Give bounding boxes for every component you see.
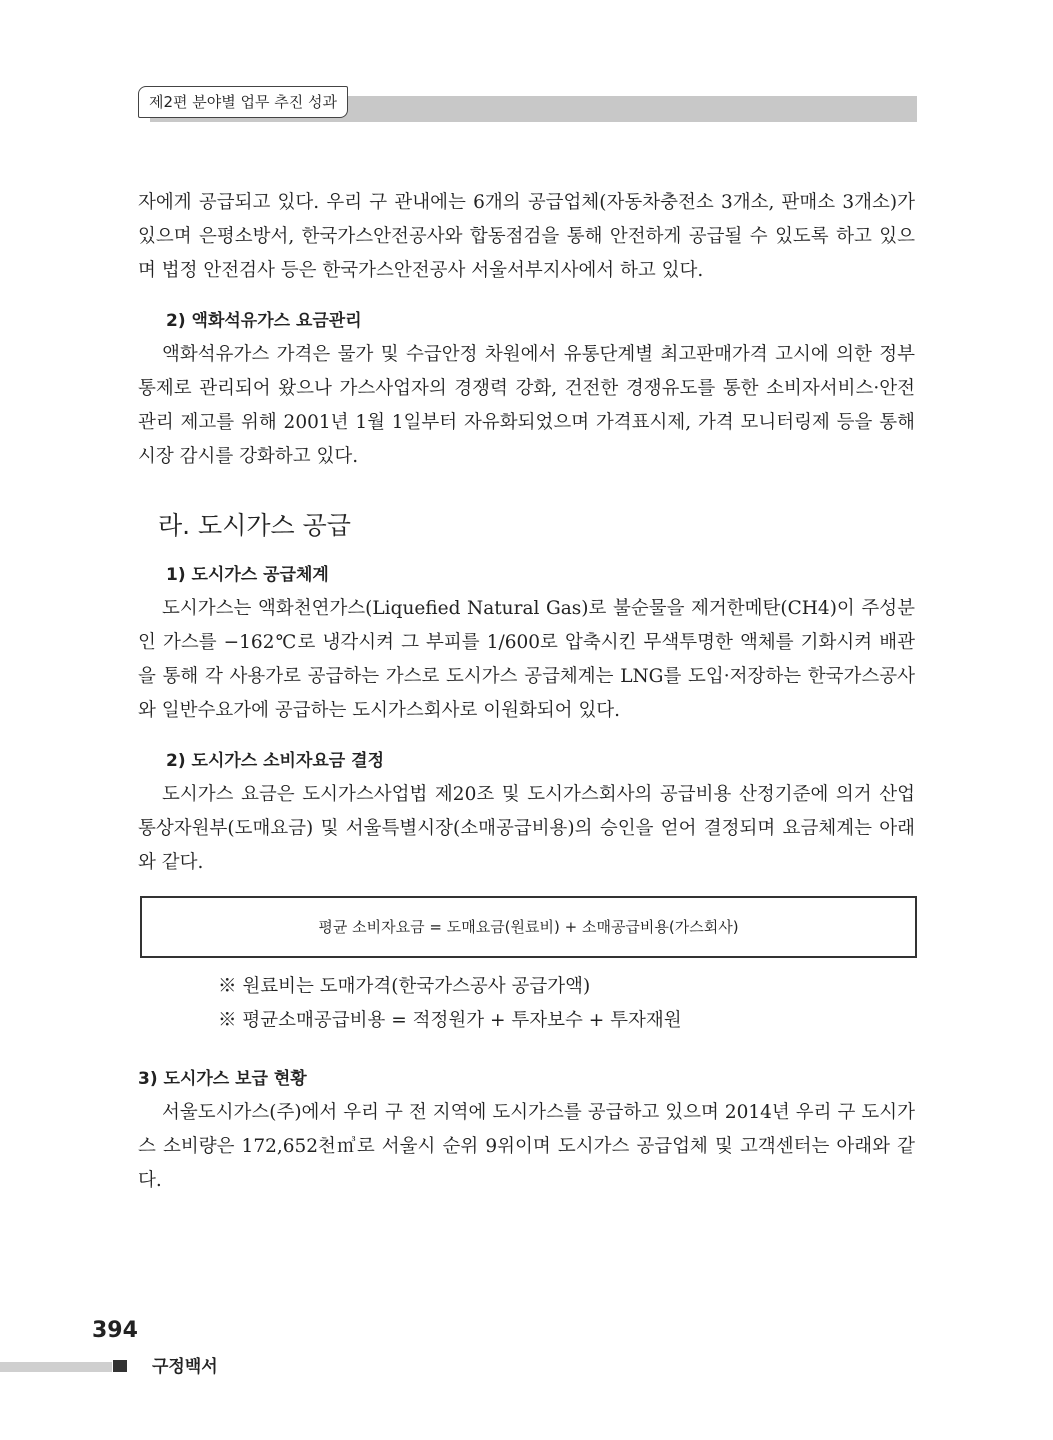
- section-title: 라. 도시가스 공급: [158, 511, 351, 540]
- formula-box: 평균 소비자요금 = 도매요금(원료비) + 소매공급비용(가스회사): [140, 896, 917, 958]
- lpg-price-heading: 2) 액화석유가스 요금관리: [166, 311, 362, 331]
- note-raw-material: ※ 원료비는 도매가격(한국가스공사 공급가액): [218, 976, 591, 997]
- page-content: [138, 186, 915, 1198]
- pricing-paragraph: 도시가스 요금은 도시가스사업법 제20조 및 도시가스회사의 공급비용 산정기준에 의거 산업통상자원부(도매요금) 및 서울특별시장(소매공급비용)의 승인을 얻어 결정되며 요금체계는 아래와 같다.: [138, 784, 915, 873]
- book-title: 구정백서: [152, 1357, 218, 1377]
- note-retail-cost: ※ 평균소매공급비용 = 적정원가 + 투자보수 + 투자재원: [218, 1010, 682, 1031]
- status-paragraph: 서울도시가스(주)에서 우리 구 전 지역에 도시가스를 공급하고 있으며 2014년 우리 구 도시가스 소비량은 172,652천㎥로 서울시 순위 9위이며 도시가스 공급업체 및 고객센터는 아래와 같다.: [138, 1102, 915, 1191]
- page-number: 394: [92, 1318, 138, 1343]
- pricing-heading: 2) 도시가스 소비자요금 결정: [166, 751, 384, 771]
- footer-bar: [0, 1362, 112, 1372]
- section-label: 제2편 분야별 업무 추진 성과: [138, 86, 348, 118]
- footer-block: [113, 1360, 127, 1372]
- lpg-price-paragraph: 액화석유가스 가격은 물가 및 수급안정 차원에서 유통단계별 최고판매가격 고시에 의한 정부 통제로 관리되어 왔으나 가스사업자의 경쟁력 강화, 건전한 경쟁유도를 통한 소비자서비스·안전관리 제고를 위해 2001년 1월 1일부터 자유화되었으며 가격표시제, 가격 모니터링제 등을 통해 시장 감시를 강화하고 있다.: [138, 344, 915, 467]
- supply-system-paragraph: 도시가스는 액화천연가스(Liquefied Natural Gas)로 불순물을 제거한메탄(CH4)이 주성분인 가스를 −162℃로 냉각시켜 그 부피를 1/600로 압축시킨 무색투명한 액체를 기화시켜 배관을 통해 각 사용가로 공급하는 가스로 도시가스 공급체계는 LNG를 도입·저장하는 한국가스공사와 일반수요가에 공급하는 도시가스회사로 이원화되어 있다.: [138, 598, 915, 721]
- intro-paragraph: 자에게 공급되고 있다. 우리 구 관내에는 6개의 공급업체(자동차충전소 3개소, 판매소 3개소)가 있으며 은평소방서, 한국가스안전공사와 합동점검을 통해 안전하게 공급될 수 있도록 하고 있으며 법정 안전검사 등은 한국가스안전공사 서울서부지사에서 하고 있다.: [138, 192, 915, 281]
- supply-system-heading: 1) 도시가스 공급체계: [166, 565, 329, 585]
- status-heading: 3) 도시가스 보급 현황: [138, 1069, 307, 1089]
